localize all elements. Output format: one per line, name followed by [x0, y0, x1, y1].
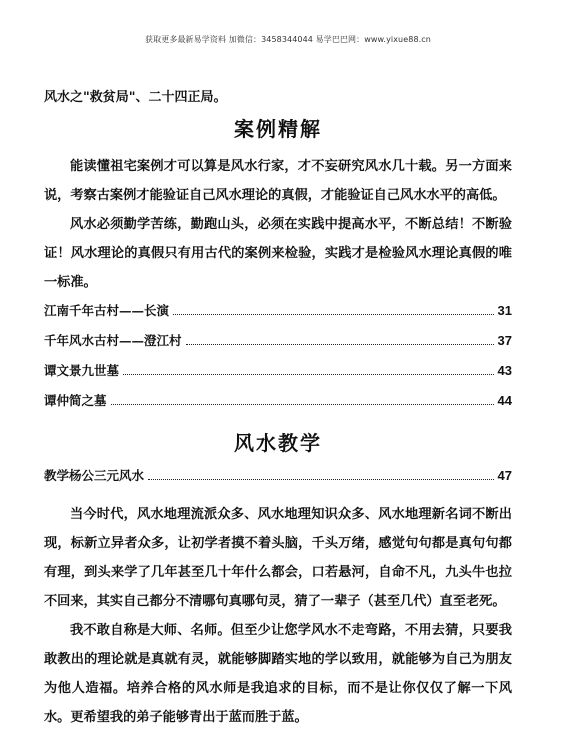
toc-item[interactable]	[44, 361, 512, 391]
toc-item-title: 谭仲简之墓	[44, 393, 107, 408]
toc-item-page: 47	[497, 468, 512, 483]
toc-leader-dots	[148, 478, 494, 480]
page-header: 获取更多最新易学资料 加微信：3458344044 易学巴巴网：www.yixue88.cn	[145, 35, 431, 44]
toc-item-page: 31	[497, 303, 512, 318]
paragraph: 我不敢自称是大师、名师。但至少让您学风水不走弯路，不用去猜，只要我敢教出的理论就是真就有灵，就能够脚踏实地的学以致用，就能够为自己为朋友为他人造福。培养合格的风水师是我追求的目标，而不是让你仅仅了解一下风水。更希望我的弟子能够青出于蓝而胜于蓝。	[44, 623, 512, 725]
paragraph: 风水必须勤学苦练，勤跑山头，必须在实践中提高水平，不断总结！不断验证！风水理论的真假只有用古代的案例来检验，实践才是检验风水理论真假的唯一标准。	[44, 217, 512, 290]
toc-list-cases	[44, 301, 512, 421]
toc-item[interactable]	[44, 391, 512, 421]
intro-line: 风水之"救贫局"、二十四正局。	[44, 90, 227, 105]
toc-item-title: 教学杨公三元风水	[44, 468, 145, 483]
toc-list-teaching	[44, 466, 512, 496]
toc-item-title: 江南千年古村——长演	[44, 303, 170, 318]
toc-item-page: 43	[497, 363, 512, 378]
toc-item-title: 千年风水古村——澄江村	[44, 333, 182, 348]
toc-item[interactable]	[44, 466, 512, 496]
toc-item[interactable]	[44, 301, 512, 331]
toc-leader-dots	[123, 373, 494, 375]
page-content	[44, 86, 512, 732]
toc-leader-dots	[186, 343, 494, 345]
toc-item-page: 37	[497, 333, 512, 348]
paragraph: 当今时代，风水地理流派众多、风水地理知识众多、风水地理新名词不断出现，标新立异者众多，让初学者摸不着头脑，千头万绪，感觉句句都是真句句都有理，到头来学了几年甚至几十年什么都会，口若悬河，自命不凡，九头牛也拉不回来，其实自己都分不清哪句真哪句灵，猜了一辈子（甚至几代）直至老死。	[44, 507, 512, 609]
toc-leader-dots	[111, 403, 494, 405]
toc-item[interactable]	[44, 331, 512, 361]
paragraph: 能读懂祖宅案例才可以算是风水行家，才不妄研究风水几十载。另一方面来说，考察古案例才能验证自己风水理论的真假，才能验证自己风水水平的高低。	[44, 159, 512, 203]
section-title-teaching: 风水教学	[234, 431, 322, 455]
toc-item-title: 谭文景九世墓	[44, 363, 120, 378]
section-title-cases: 案例精解	[234, 117, 322, 141]
toc-item-page: 44	[497, 393, 512, 408]
toc-leader-dots	[173, 313, 494, 315]
